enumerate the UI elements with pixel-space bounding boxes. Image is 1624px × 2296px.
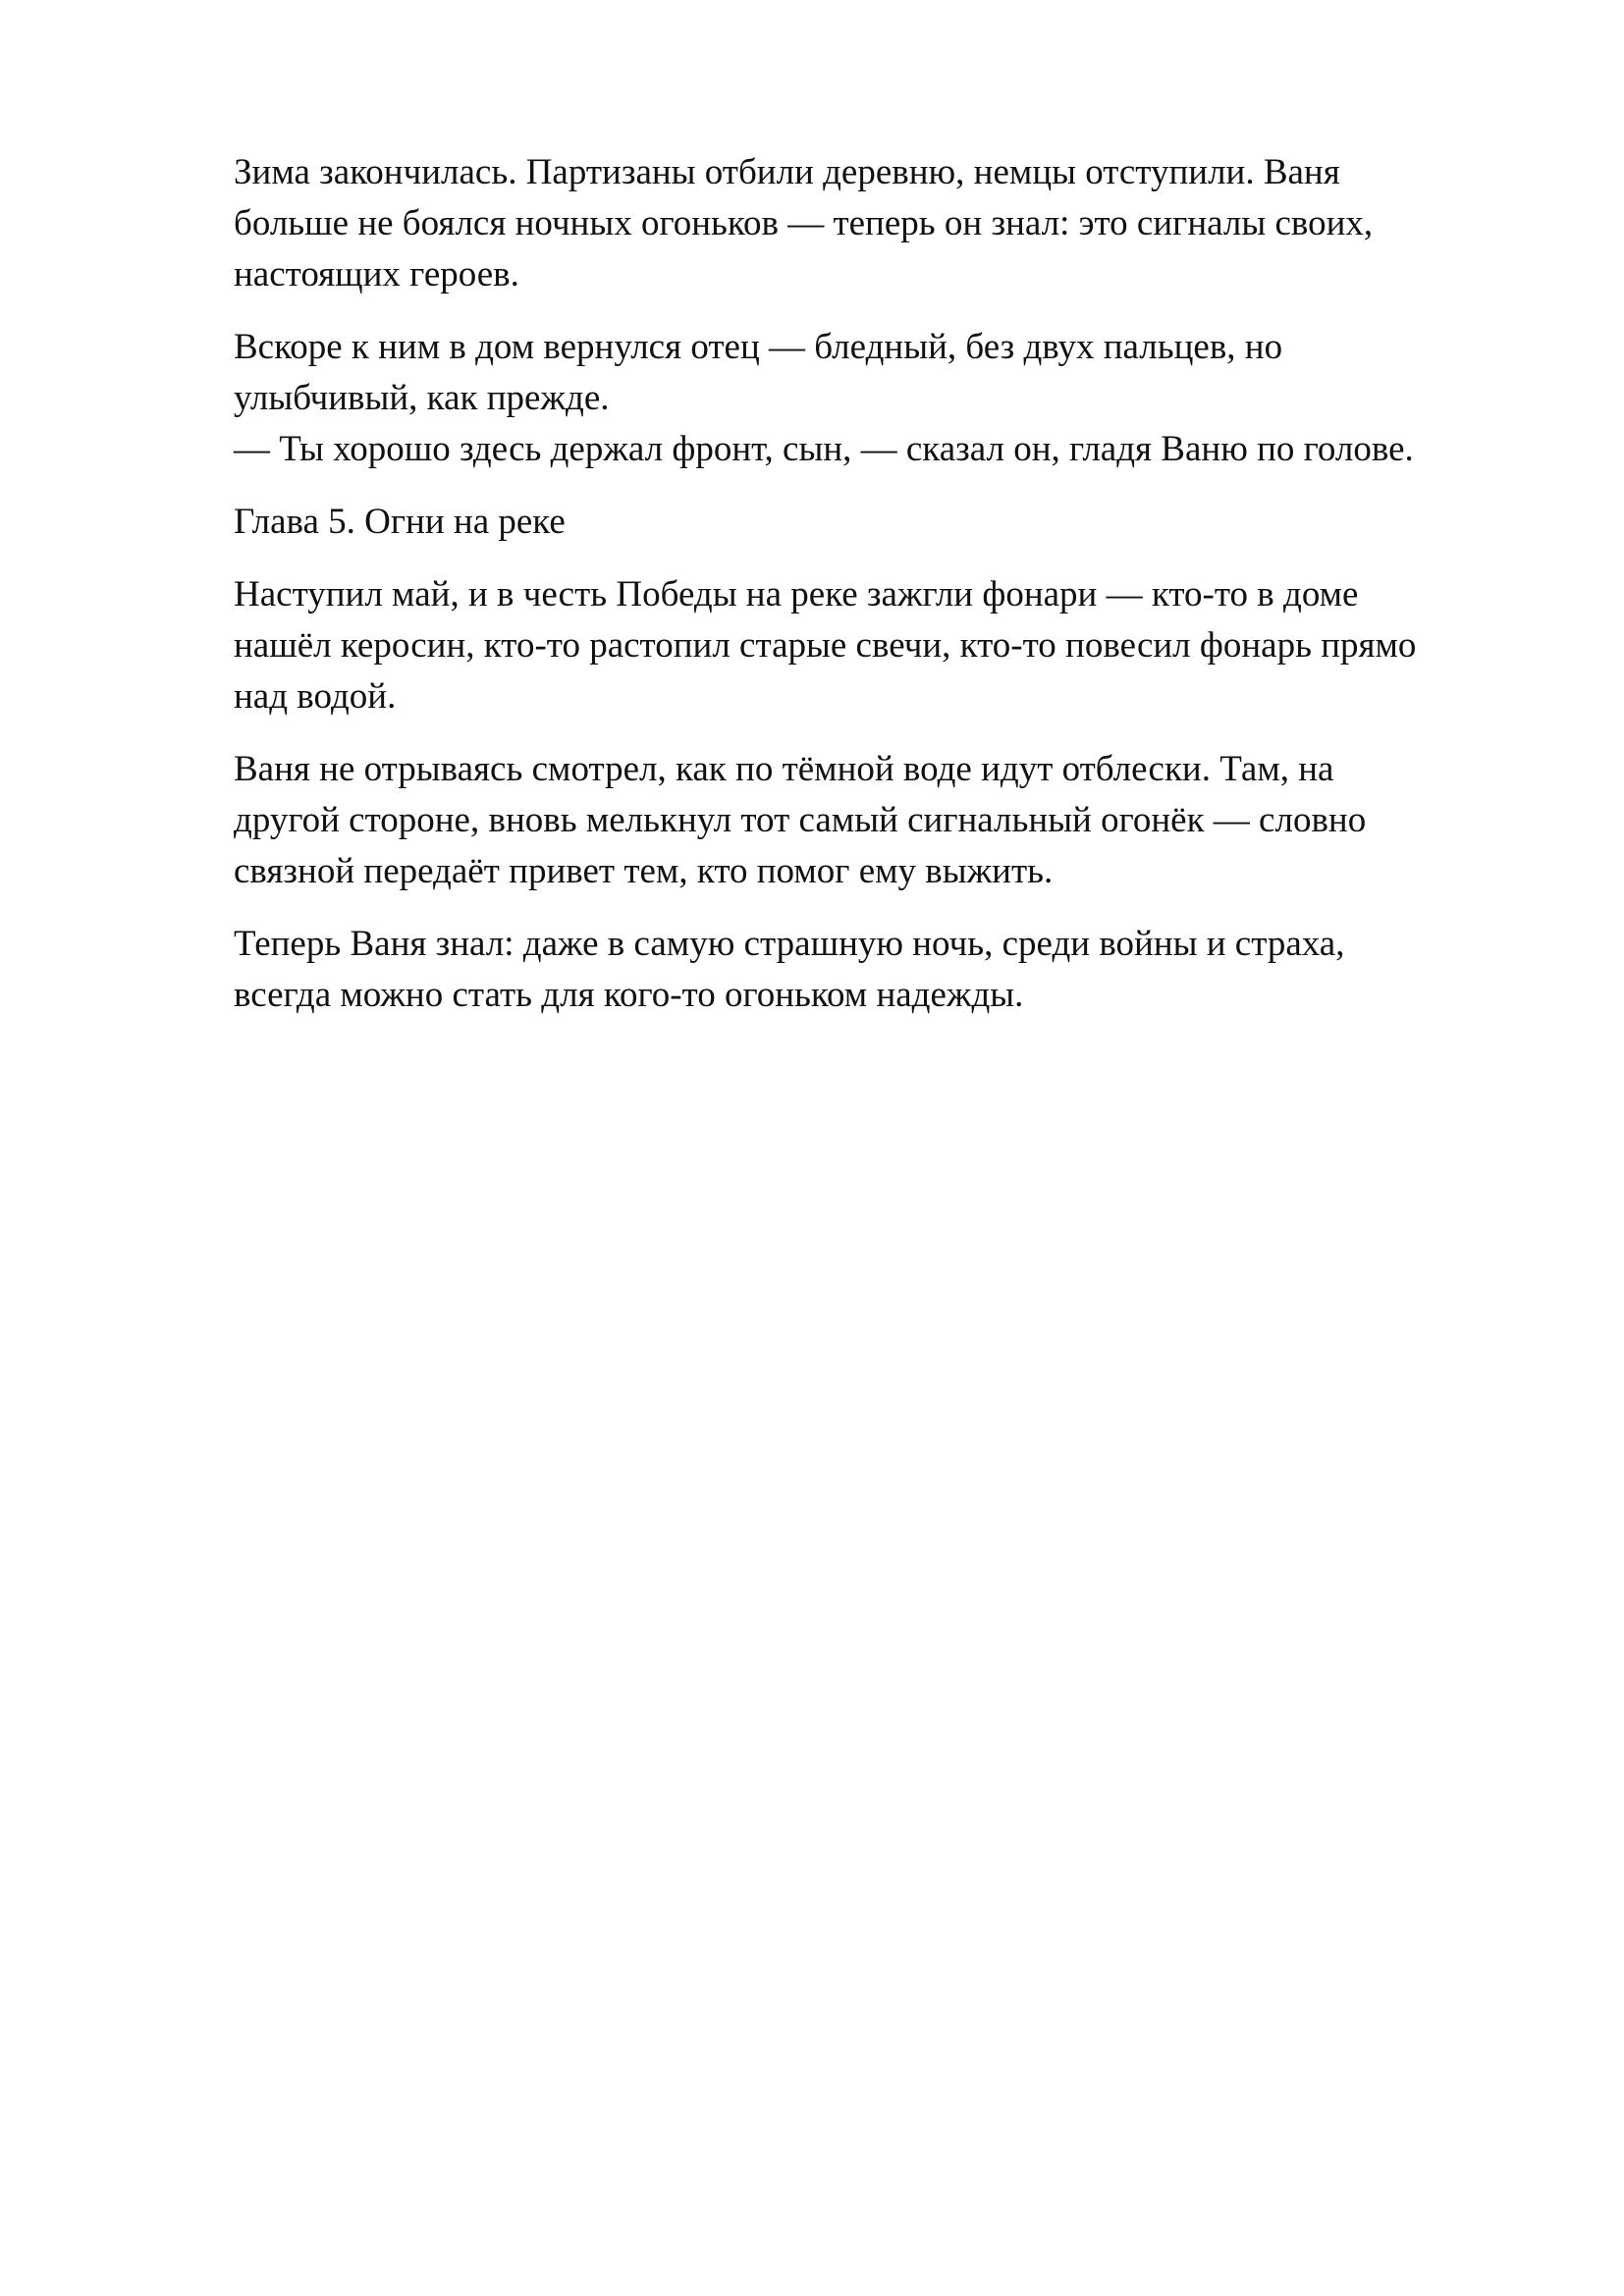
text-line: нашёл керосин, кто-то растопил старые свечи, кто-то повесил фонарь прямо [234, 625, 1417, 666]
chapter-title: Глава 5. Огни на реке [234, 502, 566, 542]
text-line: Вскоре к ним в дом вернулся отец — бледный, без двух пальцев, но [234, 327, 1283, 367]
paragraph-hope [234, 919, 1500, 1021]
text-line: всегда можно стать для кого-то огоньком надежды. [234, 975, 1024, 1015]
text-line: связной передаёт привет тем, кто помог ему выжить. [234, 851, 1054, 891]
paragraph-may-lanterns [234, 569, 1500, 722]
paragraph-father-returned [234, 322, 1500, 475]
document-body [234, 147, 1500, 1042]
text-line: Теперь Ваня знал: даже в самую страшную ночь, среди войны и страха, [234, 924, 1345, 964]
text-line: другой стороне, вновь мелькнул тот самый сигнальный огонёк — словно [234, 800, 1367, 840]
text-line: больше не боялся ночных огоньков — теперь он знал: это сигналы своих, [234, 203, 1374, 243]
text-line: Ваня не отрываясь смотрел, как по тёмной воде идут отблески. Там, на [234, 749, 1334, 789]
text-line: над водой. [234, 676, 397, 717]
dialogue-line: — Ты хорошо здесь держал фронт, сын, — сказал он, гладя Ваню по голове. [234, 429, 1414, 469]
text-line: Наступил май, и в честь Победы на реке зажгли фонари — кто-то в доме [234, 574, 1359, 614]
paragraph-reflections [234, 744, 1500, 897]
paragraph-winter-ended [234, 147, 1500, 300]
text-line: Зима закончилась. Партизаны отбили деревню, немцы отступили. Ваня [234, 152, 1340, 192]
chapter-heading [234, 497, 1500, 548]
text-line: настоящих героев. [234, 254, 519, 294]
text-line: улыбчивый, как прежде. [234, 378, 610, 418]
